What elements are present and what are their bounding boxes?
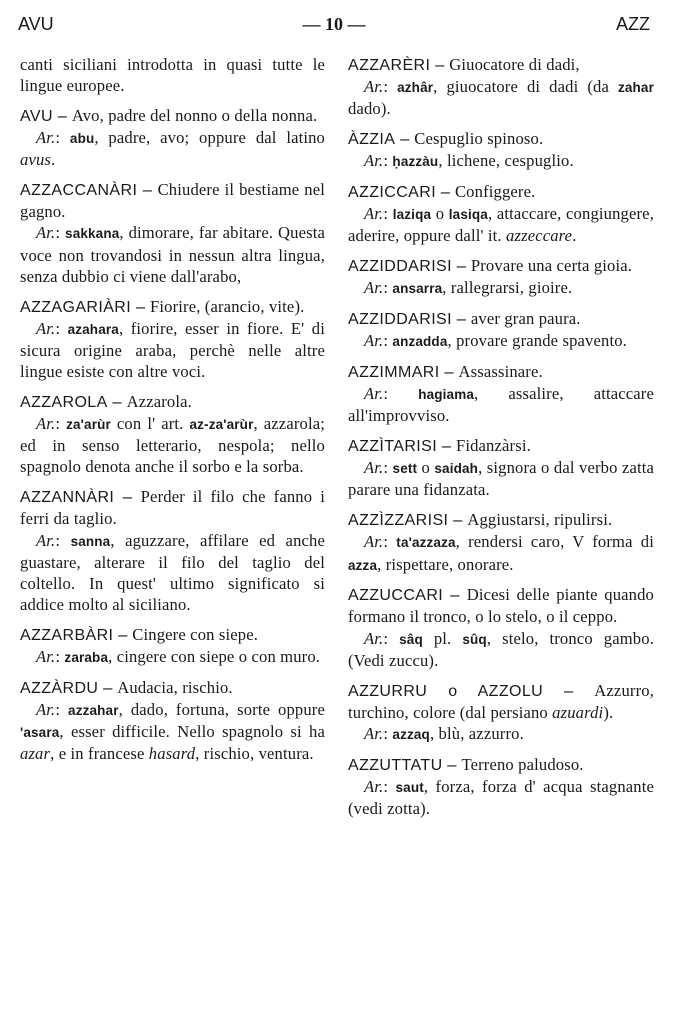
entry-dash: –: [443, 585, 467, 605]
etymology-text: , lichene, cespuglio.: [438, 151, 574, 171]
entry-definition-italic: azuardi: [552, 702, 604, 722]
arabic-word: ḥazzàu: [392, 154, 439, 170]
arabic-label: Ar.: [364, 532, 384, 552]
entry-headword: AZZACCANÀRI: [20, 182, 138, 200]
etymology-text: con l' art.: [110, 414, 190, 434]
arabic-label-colon: :: [383, 384, 419, 404]
etymology-text: , dado, fortuna, sorte oppure: [118, 699, 325, 719]
arabic-label-colon: :: [55, 223, 66, 243]
arabic-label: Ar.: [36, 647, 56, 667]
arabic-word: sett: [392, 461, 418, 477]
arabic-label: Ar.: [364, 151, 384, 171]
entry-headword: AZZARBÀRI: [20, 626, 114, 644]
arabic-label-colon: :: [55, 318, 68, 338]
entry-headword: AZZÌTARISI: [348, 438, 438, 456]
entry-dash: –: [436, 182, 455, 202]
entry-definition: Cingere con siepe.: [132, 624, 259, 644]
entry-dash: –: [442, 754, 462, 774]
entry-definition: Provare una certa gioia.: [470, 256, 633, 276]
arabic-label-colon: :: [383, 77, 398, 97]
arabic-label: Ar.: [364, 628, 384, 648]
page-number: — 10 —: [302, 14, 366, 34]
etymology-indent: [348, 532, 364, 551]
etymology-indent: [348, 151, 364, 170]
entry-dash: –: [52, 105, 72, 125]
etymology-text: , rallegrarsi, gioire.: [442, 278, 573, 298]
page-header: [18, 10, 650, 40]
dictionary-entry: [348, 255, 654, 299]
arabic-label: Ar.: [364, 384, 384, 404]
etymology-text: , fiorire, esser in fiore. E' di sicura origine araba, perchè nelle altre lingue esiste con altre voci.: [20, 318, 325, 382]
etymology-text: , dimorare, far abitare. Questa voce non trovandosi in nessun altra lingua, senza dubbio ci viene dall'arabo,: [20, 223, 326, 286]
etymology-indent: [348, 77, 364, 96]
arabic-word: zahar: [617, 80, 654, 96]
dictionary-entry: [348, 308, 654, 352]
etymology-indent: [348, 204, 364, 223]
entry-headword: AZZURRU o AZZOLU: [348, 682, 544, 700]
etymology-text: , rendersi caro, V forma di: [455, 532, 654, 552]
entry-headword: AZZAGARIÀRI: [20, 298, 132, 316]
italic-word: hasard: [148, 744, 196, 764]
arabic-word: azzahar: [68, 702, 119, 718]
italic-word: avus: [20, 150, 52, 170]
etymology-text: , padre, avo; oppure dal latino: [94, 128, 326, 148]
etymology-text: o: [417, 458, 435, 478]
entry-definition: Assassinare.: [458, 361, 543, 381]
dictionary-entry: [20, 624, 325, 668]
arabic-label-colon: :: [383, 151, 393, 171]
arabic-word: zaraba: [64, 650, 109, 666]
entry-dash: –: [451, 309, 471, 329]
arabic-label: Ar.: [36, 530, 56, 550]
arabic-label: Ar.: [36, 223, 56, 243]
dictionary-entry: [348, 509, 654, 576]
etymology-text: , rispettare, onorare.: [377, 554, 514, 574]
entry-dash: –: [543, 680, 595, 700]
arabic-label-colon: :: [383, 628, 400, 648]
etymology-indent: [348, 777, 364, 796]
entry-definition: Dicesi delle piante quando formano il tronco, o lo stelo, o il ceppo.: [348, 585, 654, 627]
arabic-label-colon: :: [55, 414, 67, 434]
arabic-label: Ar.: [364, 458, 384, 478]
arabic-label-colon: :: [55, 647, 65, 667]
entry-headword: AZZARÈRI: [348, 57, 431, 74]
arabic-label: Ar.: [364, 204, 384, 224]
entry-dash: –: [107, 391, 127, 411]
entry-dash: –: [137, 180, 158, 200]
etymology-indent: [20, 700, 36, 719]
arabic-word: abu: [69, 131, 95, 147]
etymology-text: , forza, forza d' acqua stagnante (vedi zotta).: [348, 776, 654, 819]
etymology-text: , signora o dal verbo zatta parare una fidanzata.: [348, 458, 655, 500]
arabic-label-colon: :: [383, 776, 396, 796]
etymology-indent: [20, 223, 36, 242]
entry-definition: Aggiustarsi, ripulirsi.: [467, 510, 613, 530]
dictionary-entry: [348, 181, 654, 247]
entry-headword: AVU: [20, 107, 53, 125]
arabic-label: Ar.: [364, 278, 384, 298]
entry-definition: Fidanzàrsi.: [455, 436, 531, 456]
arabic-label-colon: :: [383, 458, 393, 478]
arabic-label: Ar.: [364, 776, 384, 796]
etymology-text: .: [572, 226, 577, 246]
italic-word: azar: [20, 744, 51, 764]
entry-headword: AZZÀRDU: [20, 679, 99, 697]
etymology-indent: [348, 384, 364, 403]
etymology-text: , e in francese: [50, 744, 149, 764]
entry-definition: Chiudere il bestiame nel gagno.: [20, 180, 325, 222]
entry-definition: Perder il filo che fanno i ferri da taglio.: [20, 487, 325, 529]
arabic-word: azzaq: [392, 726, 430, 742]
header-left-guideword: AVU: [18, 14, 54, 34]
dictionary-entry: [20, 179, 325, 287]
arabic-word: saut: [395, 779, 424, 795]
entry-definition: Fiorire, (arancio, vite).: [150, 296, 305, 316]
entry-definition: Configgere.: [454, 182, 536, 202]
arabic-label-colon: :: [383, 723, 393, 743]
entry-headword: AZZUCCARI: [348, 587, 444, 605]
etymology-text: , blù, azzurro.: [429, 723, 524, 743]
entry-dash: –: [439, 361, 459, 381]
arabic-label-colon: :: [383, 278, 393, 298]
arabic-label: Ar.: [364, 77, 384, 97]
header-right-guideword: AZZ: [616, 14, 650, 34]
etymology-text: .: [51, 150, 56, 170]
arabic-label: Ar.: [364, 331, 384, 351]
etymology-text: , cingere con siepe o con muro.: [108, 647, 321, 667]
entry-definition: Cespuglio spinoso.: [414, 129, 544, 149]
entry-headword: AZZANNÀRI: [20, 489, 115, 507]
etymology-indent: [20, 414, 36, 433]
entry-definition: Azzurro, turchino, colore (dal persiano: [348, 680, 654, 722]
etymology-text: , giuocatore di dadi (da: [433, 77, 618, 97]
arabic-word: sâq: [399, 631, 423, 647]
entry-dash: –: [430, 55, 450, 74]
dictionary-entry: [348, 584, 654, 671]
dictionary-entry: [20, 296, 325, 383]
arabic-label-colon: :: [383, 331, 393, 351]
entry-headword: AZZIMMARI: [348, 363, 440, 381]
arabic-label: Ar.: [36, 414, 56, 434]
entry-dash: –: [98, 677, 118, 697]
etymology-text: , stelo, tronco gambo. (Vedi zuccu).: [348, 628, 654, 670]
dictionary-entry: [348, 680, 654, 746]
entry-headword: AZZIDDARISI: [348, 258, 452, 276]
continuation-text: [20, 54, 325, 96]
arabic-word: azahara: [67, 321, 119, 337]
etymology-indent: [20, 647, 36, 666]
dictionary-entry: [348, 361, 654, 427]
left-column: [20, 54, 325, 773]
entry-headword: ÀZZIA: [348, 131, 396, 149]
etymology-text: , aguzzare, affilare ed anche guastare, alterare il filo del taglio del coltello. In quest' ultimo significato si addice molto al siciliano.: [20, 530, 325, 615]
arabic-word: laziqa: [392, 207, 432, 223]
etymology-text: o: [431, 204, 449, 224]
arabic-word: lasiqa: [448, 207, 488, 223]
etymology-text: , attaccare, congiungere, aderire, oppure dall' it.: [348, 204, 654, 246]
arabic-word: saidah: [434, 461, 479, 477]
arabic-word: anzadda: [392, 334, 448, 350]
etymology-indent: [20, 128, 36, 147]
etymology-indent: [20, 319, 36, 338]
continuation-text-body: canti siciliani introdotta in quasi tutte le lingue europee.: [20, 55, 325, 96]
entry-dash: –: [114, 487, 141, 507]
dictionary-entry: [20, 677, 325, 765]
arabic-label: Ar.: [364, 723, 384, 743]
dictionary-entry: [348, 54, 654, 120]
entry-headword: AZZÌZZARISI: [348, 512, 449, 530]
entry-dash: –: [395, 129, 415, 149]
entry-definition: Avo, padre del nonno o della nonna.: [71, 105, 318, 125]
arabic-word: az-za'arùr: [189, 417, 254, 433]
etymology-text: dado).: [348, 99, 391, 119]
etymology-text: , assalire, attaccare all'improvviso.: [348, 384, 654, 426]
dictionary-entry: [348, 754, 654, 820]
arabic-word: sanna: [70, 533, 111, 549]
right-column: [348, 54, 654, 828]
entry-dash: –: [448, 510, 468, 530]
arabic-label-colon: :: [383, 204, 393, 224]
arabic-label: Ar.: [36, 318, 56, 338]
arabic-word: sakkana: [65, 226, 120, 242]
entry-headword: AZZAROLA: [20, 393, 108, 411]
etymology-indent: [348, 278, 364, 297]
arabic-word: ta'azzaza: [396, 535, 456, 551]
dictionary-entry: [348, 128, 654, 172]
etymology-text: pl.: [422, 628, 463, 648]
arabic-word: za'arùr: [66, 417, 111, 433]
entry-definition: Azzarola.: [126, 391, 192, 411]
entry-definition: Giuocatore di dadi,: [449, 55, 580, 74]
arabic-word: 'asara: [20, 725, 60, 741]
entry-definition-tail: ).: [603, 702, 614, 722]
arabic-word: hagiama: [418, 387, 475, 403]
entry-dash: –: [131, 296, 150, 316]
entry-dash: –: [437, 436, 456, 456]
dictionary-entry: [20, 486, 325, 615]
etymology-text: , rischio, ventura.: [195, 744, 314, 764]
arabic-word: ansarra: [392, 281, 443, 297]
dictionary-entry: [20, 105, 325, 171]
dictionary-entry: [348, 435, 654, 501]
etymology-text: , provare grande spavento.: [447, 331, 627, 351]
dictionary-entry: [20, 391, 325, 478]
arabic-label: Ar.: [36, 128, 56, 148]
etymology-indent: [348, 629, 364, 648]
entry-definition: aver gran paura.: [470, 309, 581, 329]
etymology-indent: [348, 458, 364, 477]
arabic-label: Ar.: [36, 699, 56, 719]
arabic-word: azza: [348, 557, 378, 573]
etymology-text: , esser difficile. Nello spagnolo si ha: [59, 722, 325, 742]
entry-definition: Terreno paludoso.: [461, 754, 584, 774]
etymology-indent: [348, 724, 364, 743]
entry-dash: –: [451, 256, 471, 276]
entry-headword: AZZUTTATU: [348, 756, 443, 774]
etymology-indent: [348, 331, 364, 350]
arabic-label-colon: :: [55, 128, 70, 148]
etymology-text: , azzarola; ed in senso letterario, nespola; nello spagnolo denota anche il sorbo e la sorba.: [20, 414, 325, 477]
entry-headword: AZZIDDARISI: [348, 311, 452, 329]
etymology-indent: [20, 531, 36, 550]
arabic-word: sûq: [462, 631, 487, 647]
entry-definition: Audacia, rischio.: [117, 677, 233, 697]
entry-dash: –: [113, 624, 133, 644]
arabic-word: azhâr: [397, 80, 434, 96]
arabic-label-colon: :: [55, 530, 71, 550]
arabic-label-colon: :: [383, 532, 397, 552]
entry-headword: AZZICCARI: [348, 184, 437, 202]
arabic-label-colon: :: [55, 699, 69, 719]
italic-word: azzeccare: [506, 226, 573, 246]
